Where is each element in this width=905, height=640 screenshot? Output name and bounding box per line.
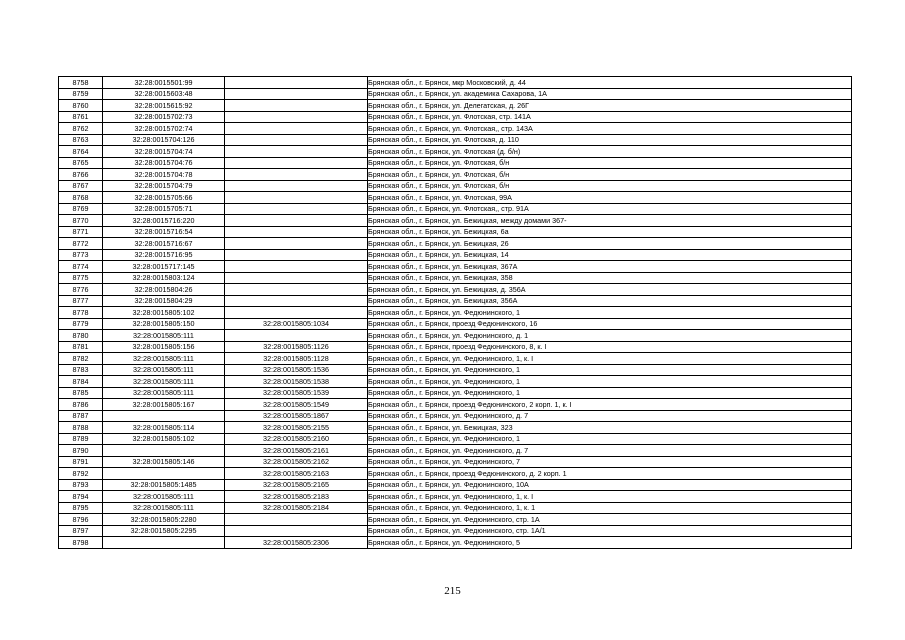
table-row xyxy=(59,376,852,388)
row-number-cell: 8764 xyxy=(59,146,103,158)
row-number-cell: 8784 xyxy=(59,376,103,388)
address-cell: Брянская обл., г. Брянск, ул. Бежицкая, 14 xyxy=(368,249,852,261)
cadastral-number-cell: 32:28:0015805:111 xyxy=(103,364,225,376)
address-cell: Брянская обл., г. Брянск, ул. Федюнинского, 1, к. І xyxy=(368,491,852,503)
row-number-cell: 8791 xyxy=(59,456,103,468)
cadastral-number-cell: 32:28:0015704:126 xyxy=(103,134,225,146)
table-row xyxy=(59,238,852,250)
cadastral-number-cell: 32:28:0015717:145 xyxy=(103,261,225,273)
address-cell: Брянская обл., г. Брянск, ул. Федюнинского, 10А xyxy=(368,479,852,491)
related-cadastral-number-cell: 32:28:0015805:1034 xyxy=(225,318,368,330)
row-number-cell: 8773 xyxy=(59,249,103,261)
table-row xyxy=(59,261,852,273)
related-cadastral-number-cell: 32:28:0015805:2160 xyxy=(225,433,368,445)
related-cadastral-number-cell xyxy=(225,88,368,100)
row-number-cell: 8777 xyxy=(59,295,103,307)
row-number-cell: 8759 xyxy=(59,88,103,100)
table-row xyxy=(59,502,852,514)
row-number-cell: 8769 xyxy=(59,203,103,215)
related-cadastral-number-cell xyxy=(225,123,368,135)
cadastral-number-cell: 32:28:0015803:124 xyxy=(103,272,225,284)
related-cadastral-number-cell xyxy=(225,146,368,158)
cadastral-number-cell: 32:28:0015805:111 xyxy=(103,387,225,399)
table-row xyxy=(59,364,852,376)
cadastral-number-cell: 32:28:0015702:73 xyxy=(103,111,225,123)
row-number-cell: 8772 xyxy=(59,238,103,250)
cadastral-number-cell: 32:28:0015805:146 xyxy=(103,456,225,468)
table-row xyxy=(59,353,852,365)
table-row xyxy=(59,330,852,342)
row-number-cell: 8780 xyxy=(59,330,103,342)
address-cell: Брянская обл., г. Брянск, ул. Флотская,, стр. 91А xyxy=(368,203,852,215)
cadastral-number-cell: 32:28:0015704:76 xyxy=(103,157,225,169)
table-row xyxy=(59,387,852,399)
related-cadastral-number-cell xyxy=(225,514,368,526)
table-row xyxy=(59,456,852,468)
row-number-cell: 8774 xyxy=(59,261,103,273)
cadastral-number-cell: 32:28:0015805:2295 xyxy=(103,525,225,537)
related-cadastral-number-cell xyxy=(225,192,368,204)
row-number-cell: 8795 xyxy=(59,502,103,514)
address-cell: Брянская обл., г. Брянск, ул. Федюнинского, 5 xyxy=(368,537,852,549)
table-row xyxy=(59,123,852,135)
cadastral-number-cell: 32:28:0015805:156 xyxy=(103,341,225,353)
page-number: 215 xyxy=(444,585,461,597)
table-row xyxy=(59,111,852,123)
address-cell: Брянская обл., г. Брянск, ул. Федюнинского, 1 xyxy=(368,433,852,445)
address-cell: Брянская обл., г. Брянск, ул. Федюнинского, д. 7 xyxy=(368,445,852,457)
row-number-cell: 8775 xyxy=(59,272,103,284)
address-cell: Брянская обл., г. Брянск, ул. Бежицкая, д. 356А xyxy=(368,284,852,296)
address-cell: Брянская обл., г. Брянск, ул. Бежицкая, между домами 367- xyxy=(368,215,852,227)
related-cadastral-number-cell: 32:28:0015805:2155 xyxy=(225,422,368,434)
row-number-cell: 8794 xyxy=(59,491,103,503)
cadastral-number-cell: 32:28:0015704:78 xyxy=(103,169,225,181)
related-cadastral-number-cell xyxy=(225,284,368,296)
row-number-cell: 8776 xyxy=(59,284,103,296)
related-cadastral-number-cell xyxy=(225,226,368,238)
related-cadastral-number-cell xyxy=(225,215,368,227)
table-row xyxy=(59,307,852,319)
cadastral-number-cell: 32:28:0015805:150 xyxy=(103,318,225,330)
cadastral-number-cell: 32:28:0015805:2280 xyxy=(103,514,225,526)
address-cell: Брянская обл., г. Брянск, ул. Федюнинского, д. 1 xyxy=(368,330,852,342)
address-cell: Брянская обл., г. Брянск, ул. Федюнинского, 1 xyxy=(368,387,852,399)
related-cadastral-number-cell: 32:28:0015805:1539 xyxy=(225,387,368,399)
address-cell: Брянская обл., г. Брянск, ул. Флотская, б/н xyxy=(368,169,852,181)
row-number-cell: 8790 xyxy=(59,445,103,457)
row-number-cell: 8766 xyxy=(59,169,103,181)
row-number-cell: 8765 xyxy=(59,157,103,169)
registry-table xyxy=(58,76,852,549)
cadastral-number-cell: 32:28:0015704:74 xyxy=(103,146,225,158)
table-row xyxy=(59,295,852,307)
address-cell: Брянская обл., г. Брянск, ул. Бежицкая, 6а xyxy=(368,226,852,238)
related-cadastral-number-cell: 32:28:0015805:2163 xyxy=(225,468,368,480)
cadastral-number-cell: 32:28:0015805:102 xyxy=(103,433,225,445)
related-cadastral-number-cell xyxy=(225,307,368,319)
table-row xyxy=(59,192,852,204)
address-cell: Брянская обл., г. Брянск, мкр Московский, д. 44 xyxy=(368,77,852,89)
address-cell: Брянская обл., г. Брянск, проезд Федюнинского, 16 xyxy=(368,318,852,330)
table-row xyxy=(59,88,852,100)
related-cadastral-number-cell: 32:28:0015805:1128 xyxy=(225,353,368,365)
table-row xyxy=(59,433,852,445)
table-row xyxy=(59,468,852,480)
table-row xyxy=(59,318,852,330)
address-cell: Брянская обл., г. Брянск, ул. Флотская, д. 110 xyxy=(368,134,852,146)
related-cadastral-number-cell xyxy=(225,330,368,342)
cadastral-number-cell: 32:28:0015805:1485 xyxy=(103,479,225,491)
related-cadastral-number-cell xyxy=(225,169,368,181)
related-cadastral-number-cell xyxy=(225,203,368,215)
related-cadastral-number-cell: 32:28:0015805:2183 xyxy=(225,491,368,503)
related-cadastral-number-cell: 32:28:0015805:1536 xyxy=(225,364,368,376)
table-row xyxy=(59,410,852,422)
row-number-cell: 8793 xyxy=(59,479,103,491)
row-number-cell: 8781 xyxy=(59,341,103,353)
row-number-cell: 8789 xyxy=(59,433,103,445)
table-row xyxy=(59,77,852,89)
related-cadastral-number-cell xyxy=(225,157,368,169)
address-cell: Брянская обл., г. Брянск, ул. Делегатская, д. 26Г xyxy=(368,100,852,112)
address-cell: Брянская обл., г. Брянск, проезд Федюнинского, 2 корп. 1, к. І xyxy=(368,399,852,411)
row-number-cell: 8786 xyxy=(59,399,103,411)
cadastral-number-cell: 32:28:0015716:54 xyxy=(103,226,225,238)
row-number-cell: 8768 xyxy=(59,192,103,204)
address-cell: Брянская обл., г. Брянск, ул. Федюнинского, стр. 1А/1 xyxy=(368,525,852,537)
cadastral-number-cell: 32:28:0015804:26 xyxy=(103,284,225,296)
address-cell: Брянская обл., г. Брянск, ул. Флотская (д. б/н) xyxy=(368,146,852,158)
related-cadastral-number-cell xyxy=(225,525,368,537)
cadastral-number-cell: 32:28:0015705:71 xyxy=(103,203,225,215)
related-cadastral-number-cell xyxy=(225,261,368,273)
table-row xyxy=(59,445,852,457)
address-cell: Брянская обл., г. Брянск, ул. Федюнинского, 1, к. І xyxy=(368,353,852,365)
address-cell: Брянская обл., г. Брянск, проезд Федюнинского, 8, к. І xyxy=(368,341,852,353)
table-row xyxy=(59,249,852,261)
cadastral-number-cell: 32:28:0015805:111 xyxy=(103,353,225,365)
cadastral-number-cell: 32:28:0015501:99 xyxy=(103,77,225,89)
cadastral-number-cell xyxy=(103,537,225,549)
row-number-cell: 8782 xyxy=(59,353,103,365)
table-row xyxy=(59,284,852,296)
address-cell: Брянская обл., г. Брянск, ул. Бежицкая, 26 xyxy=(368,238,852,250)
table-row xyxy=(59,146,852,158)
table-row xyxy=(59,226,852,238)
related-cadastral-number-cell: 32:28:0015805:1538 xyxy=(225,376,368,388)
cadastral-number-cell: 32:28:0015704:79 xyxy=(103,180,225,192)
cadastral-number-cell: 32:28:0015705:66 xyxy=(103,192,225,204)
cadastral-number-cell: 32:28:0015805:167 xyxy=(103,399,225,411)
address-cell: Брянская обл., г. Брянск, ул. Федюнинского, 1 xyxy=(368,364,852,376)
table-row xyxy=(59,134,852,146)
cadastral-number-cell: 32:28:0015805:111 xyxy=(103,491,225,503)
table-row xyxy=(59,203,852,215)
row-number-cell: 8770 xyxy=(59,215,103,227)
related-cadastral-number-cell: 32:28:0015805:1549 xyxy=(225,399,368,411)
row-number-cell: 8788 xyxy=(59,422,103,434)
row-number-cell: 8758 xyxy=(59,77,103,89)
address-cell: Брянская обл., г. Брянск, ул. Федюнинского, стр. 1А xyxy=(368,514,852,526)
address-cell: Брянская обл., г. Брянск, ул. Флотская, 99А xyxy=(368,192,852,204)
cadastral-number-cell: 32:28:0015615:92 xyxy=(103,100,225,112)
table-row xyxy=(59,341,852,353)
related-cadastral-number-cell xyxy=(225,180,368,192)
related-cadastral-number-cell xyxy=(225,295,368,307)
cadastral-number-cell: 32:28:0015804:29 xyxy=(103,295,225,307)
table-row xyxy=(59,169,852,181)
cadastral-number-cell: 32:28:0015716:95 xyxy=(103,249,225,261)
cadastral-number-cell: 32:28:0015805:102 xyxy=(103,307,225,319)
address-cell: Брянская обл., г. Брянск, ул. Флотская, б/н xyxy=(368,180,852,192)
row-number-cell: 8787 xyxy=(59,410,103,422)
related-cadastral-number-cell xyxy=(225,249,368,261)
address-cell: Брянская обл., г. Брянск, ул. Бежицкая, 323 xyxy=(368,422,852,434)
registry-table-body xyxy=(59,77,852,549)
cadastral-number-cell xyxy=(103,468,225,480)
row-number-cell: 8762 xyxy=(59,123,103,135)
address-cell: Брянская обл., г. Брянск, ул. Федюнинского, 7 xyxy=(368,456,852,468)
address-cell: Брянская обл., г. Брянск, проезд Федюнинского, д. 2 корп. 1 xyxy=(368,468,852,480)
row-number-cell: 8779 xyxy=(59,318,103,330)
related-cadastral-number-cell: 32:28:0015805:2306 xyxy=(225,537,368,549)
address-cell: Брянская обл., г. Брянск, ул. Федюнинского, д. 7 xyxy=(368,410,852,422)
address-cell: Брянская обл., г. Брянск, ул. академика Сахарова, 1А xyxy=(368,88,852,100)
cadastral-number-cell: 32:28:0015702:74 xyxy=(103,123,225,135)
cadastral-number-cell: 32:28:0015603:48 xyxy=(103,88,225,100)
address-cell: Брянская обл., г. Брянск, ул. Флотская, б/н xyxy=(368,157,852,169)
row-number-cell: 8783 xyxy=(59,364,103,376)
row-number-cell: 8785 xyxy=(59,387,103,399)
table-row xyxy=(59,537,852,549)
cadastral-number-cell xyxy=(103,445,225,457)
address-cell: Брянская обл., г. Брянск, ул. Федюнинского, 1 xyxy=(368,376,852,388)
related-cadastral-number-cell xyxy=(225,272,368,284)
related-cadastral-number-cell xyxy=(225,111,368,123)
address-cell: Брянская обл., г. Брянск, ул. Бежицкая, 367А xyxy=(368,261,852,273)
table-row xyxy=(59,399,852,411)
row-number-cell: 8797 xyxy=(59,525,103,537)
address-cell: Брянская обл., г. Брянск, ул. Флотская, стр. 141А xyxy=(368,111,852,123)
row-number-cell: 8796 xyxy=(59,514,103,526)
cadastral-number-cell: 32:28:0015805:114 xyxy=(103,422,225,434)
row-number-cell: 8760 xyxy=(59,100,103,112)
related-cadastral-number-cell xyxy=(225,134,368,146)
cadastral-number-cell: 32:28:0015805:111 xyxy=(103,330,225,342)
table-row xyxy=(59,514,852,526)
cadastral-number-cell: 32:28:0015716:220 xyxy=(103,215,225,227)
address-cell: Брянская обл., г. Брянск, ул. Федюнинского, 1, к. 1 xyxy=(368,502,852,514)
table-row xyxy=(59,479,852,491)
related-cadastral-number-cell: 32:28:0015805:1126 xyxy=(225,341,368,353)
related-cadastral-number-cell: 32:28:0015805:2162 xyxy=(225,456,368,468)
address-cell: Брянская обл., г. Брянск, ул. Бежицкая, 356А xyxy=(368,295,852,307)
cadastral-number-cell xyxy=(103,410,225,422)
related-cadastral-number-cell: 32:28:0015805:2161 xyxy=(225,445,368,457)
table-row xyxy=(59,525,852,537)
table-row xyxy=(59,100,852,112)
cadastral-number-cell: 32:28:0015716:67 xyxy=(103,238,225,250)
related-cadastral-number-cell: 32:28:0015805:2165 xyxy=(225,479,368,491)
table-row xyxy=(59,422,852,434)
table-row xyxy=(59,272,852,284)
table-row xyxy=(59,180,852,192)
table-row xyxy=(59,157,852,169)
row-number-cell: 8761 xyxy=(59,111,103,123)
cadastral-number-cell: 32:28:0015805:111 xyxy=(103,376,225,388)
related-cadastral-number-cell: 32:28:0015805:1867 xyxy=(225,410,368,422)
cadastral-number-cell: 32:28:0015805:111 xyxy=(103,502,225,514)
table-row xyxy=(59,215,852,227)
row-number-cell: 8778 xyxy=(59,307,103,319)
row-number-cell: 8792 xyxy=(59,468,103,480)
related-cadastral-number-cell: 32:28:0015805:2184 xyxy=(225,502,368,514)
related-cadastral-number-cell xyxy=(225,100,368,112)
row-number-cell: 8767 xyxy=(59,180,103,192)
related-cadastral-number-cell xyxy=(225,238,368,250)
row-number-cell: 8798 xyxy=(59,537,103,549)
address-cell: Брянская обл., г. Брянск, ул. Бежицкая, 358 xyxy=(368,272,852,284)
row-number-cell: 8771 xyxy=(59,226,103,238)
address-cell: Брянская обл., г. Брянск, ул. Флотская,, стр. 143А xyxy=(368,123,852,135)
table-row xyxy=(59,491,852,503)
row-number-cell: 8763 xyxy=(59,134,103,146)
related-cadastral-number-cell xyxy=(225,77,368,89)
address-cell: Брянская обл., г. Брянск, ул. Федюнинского, 1 xyxy=(368,307,852,319)
